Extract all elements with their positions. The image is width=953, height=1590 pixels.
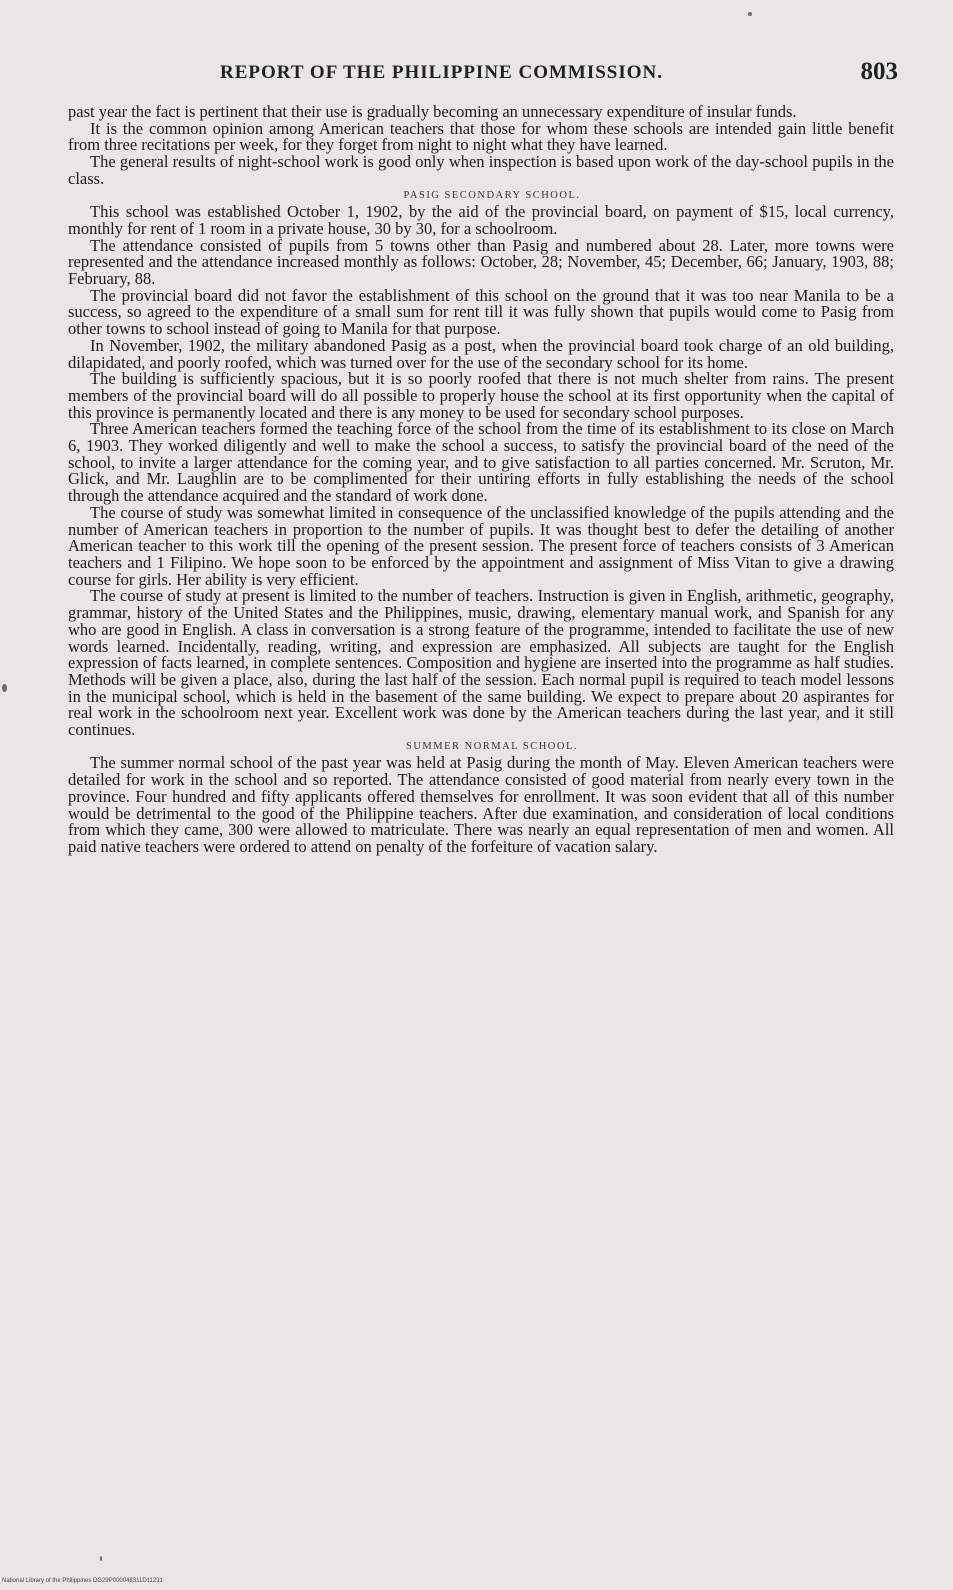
- paragraph: The building is sufficiently spacious, but it is so poorly roofed that there is not much shelter from rains. The present members of the provincial board will do all possible to properly house the school at its first opportunity when the capital of this province is permanently located and there is any money to be used for secondary school purposes.: [68, 369, 894, 422]
- paragraph: past year the fact is pertinent that their use is gradually becoming an unnecessary expenditure of insular funds.: [68, 102, 797, 121]
- page-header: [70, 58, 906, 92]
- running-head: REPORT OF THE PHILIPPINE COMMISSION.: [220, 62, 664, 83]
- scan-footer: National Library of the Philippines DG29P000048311D11231: [2, 1578, 163, 1584]
- section-heading-pasig: PASIG SECONDARY SCHOOL.: [403, 189, 581, 201]
- paragraph: It is the common opinion among American teachers that those for whom these schools are intended gain little benefit from three recitations per week, for they forget from night to night what they have learned.: [68, 118, 894, 155]
- scan-speck: [748, 12, 752, 16]
- page-number: 803: [860, 58, 898, 85]
- scan-speck: [100, 1556, 102, 1561]
- paragraph: The general results of night-school work is good only when inspection is based upon work of the day-school pupils in the class.: [68, 152, 894, 188]
- paragraph: The course of study at present is limited to the number of teachers. Instruction is given in English, arithmetic, geography, grammar, history of the United States and the Philippines, music, drawing, elementary manual work, and Spanish for any who are good in English. A class in conversation is a strong feature of the programme, intended to facilitate the use of new words learned. Incidentally, reading, writing, and expression are emphasized. All subjects are taught for the English expression of facts learned, in complete sentences. Composition and hygiene are inserted into the programme as half studies. Methods will be given a place, also, during the last half of the session. Each normal pupil is required to teach model lessons in the municipal school, which is held in the basement of the same building. We expect to prepare about 20 aspirantes for real work in the schoolroom next year. Excellent work was done by the American teachers during the last year, and it still continues.: [68, 586, 894, 740]
- paragraph: This school was established October 1, 1902, by the aid of the provincial board, on payment of $15, local currency, monthly for rent of 1 room in a private house, 30 by 30, for a schoolroom.: [68, 202, 894, 238]
- paragraph: The course of study was somewhat limited in consequence of the unclassified knowledge of the pupils attending and the number of American teachers in proportion to the number of pupils. It was thought best to defer the detailing of another American teacher to this work till the opening of the present session. The present force of teachers consists of 3 American teachers and 1 Filipino. We hope soon to be enforced by the appointment and assignment of Miss Vitan to give a drawing course for girls. Her ability is very efficient.: [68, 502, 894, 589]
- paragraph: In November, 1902, the military abandoned Pasig as a post, when the provincial board took charge of an old building, dilapidated, and poorly roofed, which was turned over for the use of the secondary school for its home.: [68, 335, 894, 372]
- paragraph: The provincial board did not favor the establishment of this school on the ground that it was too near Manila to be a success, so agreed to the expenditure of a small sum for rent till it was fully shown that pupils would come to Pasig from other towns to school instead of going to Manila for that purpose.: [68, 285, 894, 339]
- paragraph: The summer normal school of the past year was held at Pasig during the month of May. Eleven American teachers were detailed for work in the school and so reported. The attendance consisted of good material from nearly every town in the province. Four hundred and fifty applicants offered themselves for enrollment. It was soon evident that all of this number would be detrimental to the good of the Philippine teachers. After due examination, and consideration of local conditions from which they came, 300 were allowed to matriculate. There was nearly an equal representation of men and women. All paid native teachers were ordered to attend on penalty of the forfeiture of vacation salary.: [68, 753, 894, 856]
- paragraph: The attendance consisted of pupils from 5 towns other than Pasig and numbered about 28. Later, more towns were represented and the attendance increased monthly as follows: October, 28; November, 45; December, 66; January, 1903, 88; February, 88.: [68, 235, 894, 289]
- body-text: [68, 104, 894, 856]
- scan-speck: [2, 684, 7, 692]
- paragraph: Three American teachers formed the teaching force of the school from the time of its establishment to its close on March 6, 1903. They worked diligently and well to make the school a success, to satisfy the provincial board of the need of the school, to invite a larger attendance for the coming year, and to give satisfaction to all parties concerned. Mr. Scruton, Mr. Glick, and Mr. Laughlin are to be complimented for their untiring efforts in fully establishing the needs of the school through the attendance acquired and the standard of work done.: [68, 419, 894, 506]
- section-heading-summer-normal: SUMMER NORMAL SCHOOL.: [405, 740, 578, 752]
